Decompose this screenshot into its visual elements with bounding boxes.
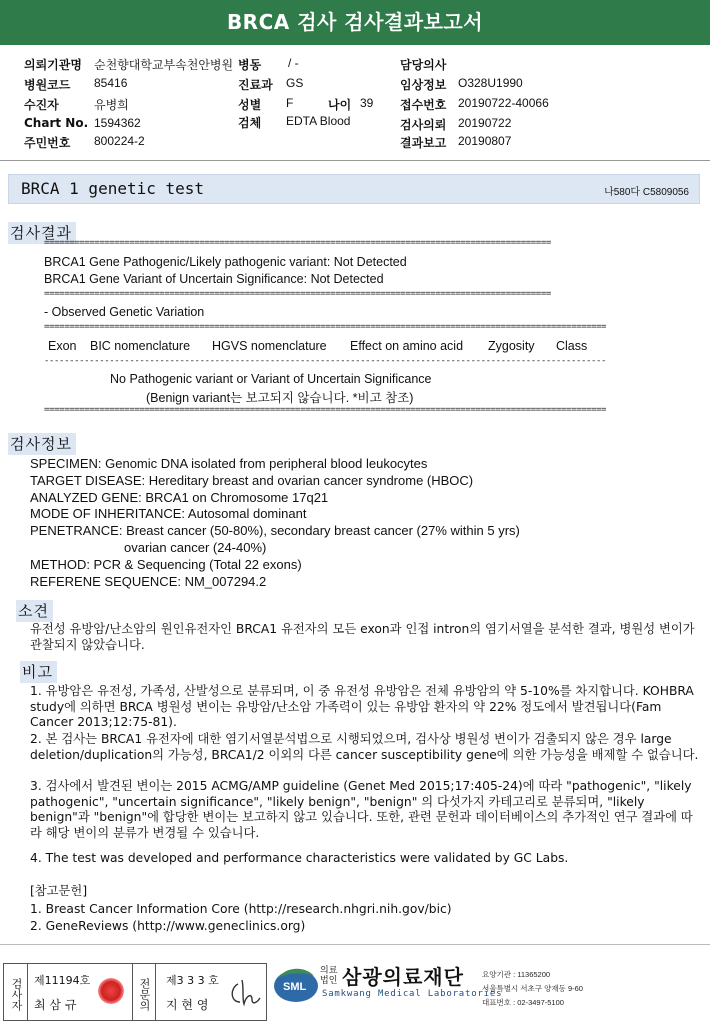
value-request-date: 20190722 — [458, 116, 512, 130]
rule-dashed: ---------------------------------------------------------------------------------------------------------------- — [44, 356, 607, 366]
remark-2: 2. 본 검사는 BRCA1 유전자에 대한 염기서열분석법으로 시행되었으며, 검사상 병원성 변이가 검출되지 않은 경우 large deletion/duplication의 가능성, BRCA1/2 이외의 다른 cancer susceptibility gene에 의한 가능성을 배제할 수 없습니다. — [30, 732, 699, 762]
org-name: 삼광의료재단 — [342, 965, 464, 989]
reference-2: 2. GeneReviews (http://www.geneclinics.org) — [30, 919, 306, 933]
test-name-bar — [8, 174, 700, 204]
divider — [0, 160, 710, 161]
section-title-result: 검사결과 — [8, 222, 76, 244]
info-method: METHOD: PCR & Sequencing (Total 22 exons) — [30, 557, 302, 572]
report-title: BRCA 검사 검사결과보고서 — [0, 0, 710, 45]
value-ward: / - — [288, 56, 299, 70]
test-name: BRCA 1 genetic test — [21, 179, 205, 198]
test-code: 나580다 C5809056 — [604, 187, 689, 198]
col-class: Class — [556, 339, 588, 353]
logo-text: SML — [283, 981, 307, 993]
info-penetrance-ovarian: ovarian cancer (24-40%) — [124, 540, 267, 555]
label-resident-no: 주민번호 — [24, 136, 71, 150]
value-resident-no: 800224-2 — [94, 134, 145, 148]
col-exon: Exon — [48, 339, 77, 353]
value-hospital-code: 85416 — [94, 76, 128, 90]
examiner-license: 제11194호 — [34, 974, 91, 987]
org-type — [320, 966, 337, 986]
col-hgvs: HGVS nomenclature — [212, 339, 327, 353]
sml-logo — [272, 964, 320, 1004]
seal-stamp — [98, 978, 124, 1004]
label-physician: 담당의사 — [400, 58, 447, 72]
label-report-date: 결과보고 — [400, 136, 447, 150]
value-report-date: 20190807 — [458, 134, 512, 148]
value-department: GS — [286, 76, 304, 90]
result-pathogenic: BRCA1 Gene Pathogenic/Likely pathogenic variant: Not Detected — [44, 255, 407, 269]
specialist-label: 전문의 — [132, 964, 156, 1020]
label-institution: 의뢰기관명 — [24, 58, 82, 72]
specialist-name: 지 현 영 — [166, 998, 209, 1012]
col-zygosity: Zygosity — [488, 339, 535, 353]
value-patient: 유병희 — [94, 98, 129, 112]
value-age: 39 — [360, 96, 374, 110]
value-clinical-info: O328U1990 — [458, 76, 523, 90]
remark-4: 4. The test was developed and performance characteristics were validated by GC Labs. — [30, 851, 569, 865]
label-ward: 병동 — [238, 58, 262, 72]
info-penetrance: PENETRANCE: Breast cancer (50-80%), secondary breast cancer (27% within 5 yrs) — [30, 523, 520, 538]
no-variant-message: No Pathogenic variant or Variant of Uncertain Significance — [110, 372, 432, 386]
examiner-name: 최 삼 규 — [34, 998, 77, 1012]
info-gene: ANALYZED GENE: BRCA1 on Chromosome 17q21 — [30, 490, 329, 505]
signature-box — [3, 963, 267, 1021]
label-chart-no: Chart No. — [24, 116, 89, 130]
label-hospital-code: 병원코드 — [24, 78, 71, 92]
label-specimen: 검체 — [238, 116, 262, 130]
remark-3: 3. 검사에서 발견된 변이는 2015 ACMG/AMP guideline (Genet Med 2015;17:405-24)에 따라 "pathogenic", "likely pathogenic", "uncertain significance", "likely benign", "benign" 의 다섯가지 카테고리로 분류되며, "likely benign"과 "benign"에 합당한 변이는 보고하지 않고 있습니다. 또한, 관련 문헌과 데이터베이스의 추가적인 연구 결과에 따라 해당 변이의 분류가 변경될 수 있습니다. — [30, 779, 693, 840]
label-department: 진료과 — [238, 78, 273, 92]
org-code: 요양기관 : 11365200 — [482, 970, 551, 979]
value-receipt-no: 20190722-40066 — [458, 96, 549, 110]
info-specimen: SPECIMEN: Genomic DNA isolated from peripheral blood leukocytes — [30, 456, 428, 471]
org-phone: 대표번호 : 02-3497-5100 — [482, 998, 564, 1007]
rule-double: ================================================================================================================ — [44, 322, 607, 332]
section-title-info: 검사정보 — [8, 433, 76, 455]
col-effect: Effect on amino acid — [350, 339, 464, 353]
label-request-date: 검사의뢰 — [400, 118, 447, 132]
org-contact — [482, 968, 583, 1010]
info-inheritance: MODE OF INHERITANCE: Autosomal dominant — [30, 506, 307, 521]
value-chart-no: 1594362 — [94, 116, 141, 130]
value-institution: 순천향대학교부속천안병원 — [94, 58, 234, 72]
label-sex: 성별 — [238, 98, 262, 112]
section-title-opinion: 소견 — [16, 600, 53, 622]
section-title-remarks: 비고 — [20, 661, 57, 683]
rule-double: ===================================================================================================== — [44, 289, 551, 299]
patient-info — [0, 50, 710, 158]
rule-double: ===================================================================================================== — [44, 238, 551, 248]
rule-double: ================================================================================================================ — [44, 405, 607, 415]
col-bic: BIC nomenclature — [90, 339, 191, 353]
benign-note: (Benign variant는 보고되지 않습니다. *비고 참조) — [146, 391, 414, 405]
examiner-label: 검사자 — [4, 964, 28, 1020]
label-age: 나이 — [328, 98, 352, 112]
remark-1: 1. 유방암은 유전성, 가족성, 산발성으로 분류되며, 이 중 유전성 유방암은 전체 유방암의 약 5-10%를 차지합니다. KOHBRA study에 의하면 BRCA 병원성 변이는 유방암/난소암 가족력이 있는 유방암 환자의 약 22% 정도에서 발견됩니다(Fam Cancer 2013;12:75-81). — [30, 684, 694, 730]
divider — [0, 944, 710, 945]
label-patient: 수진자 — [24, 98, 59, 112]
label-clinical-info: 임상정보 — [400, 78, 447, 92]
observed-variation-heading: - Observed Genetic Variation — [44, 305, 205, 319]
label-receipt-no: 접수번호 — [400, 98, 447, 112]
report-footer — [0, 958, 710, 1028]
org-address: 서울특별시 서초구 양재동 9-60 — [482, 984, 583, 993]
info-disease: TARGET DISEASE: Hereditary breast and ovarian cancer syndrome (HBOC) — [30, 473, 474, 488]
reference-1: 1. Breast Cancer Information Core (http://research.nhgri.nih.gov/bic) — [30, 902, 452, 916]
specialist-license: 제3 3 3 호 — [166, 974, 219, 987]
result-vus: BRCA1 Gene Variant of Uncertain Significance: Not Detected — [44, 272, 384, 286]
org-english-name: Samkwang Medical Laboratories — [322, 989, 503, 999]
value-sex: F — [286, 96, 294, 110]
value-specimen: EDTA Blood — [286, 114, 351, 128]
references-title: [참고문헌] — [30, 884, 88, 898]
signature-mark — [226, 976, 262, 1010]
org-type-1: 의료 — [320, 966, 338, 976]
info-reference: REFERENE SEQUENCE: NM_007294.2 — [30, 574, 267, 589]
org-type-2: 법인 — [320, 976, 338, 986]
opinion-text: 유전성 유방암/난소암의 원인유전자인 BRCA1 유전자의 모든 exon과 인접 intron의 염기서열을 분석한 결과, 병원성 변이가 관찰되지 않았습니다. — [30, 622, 695, 652]
